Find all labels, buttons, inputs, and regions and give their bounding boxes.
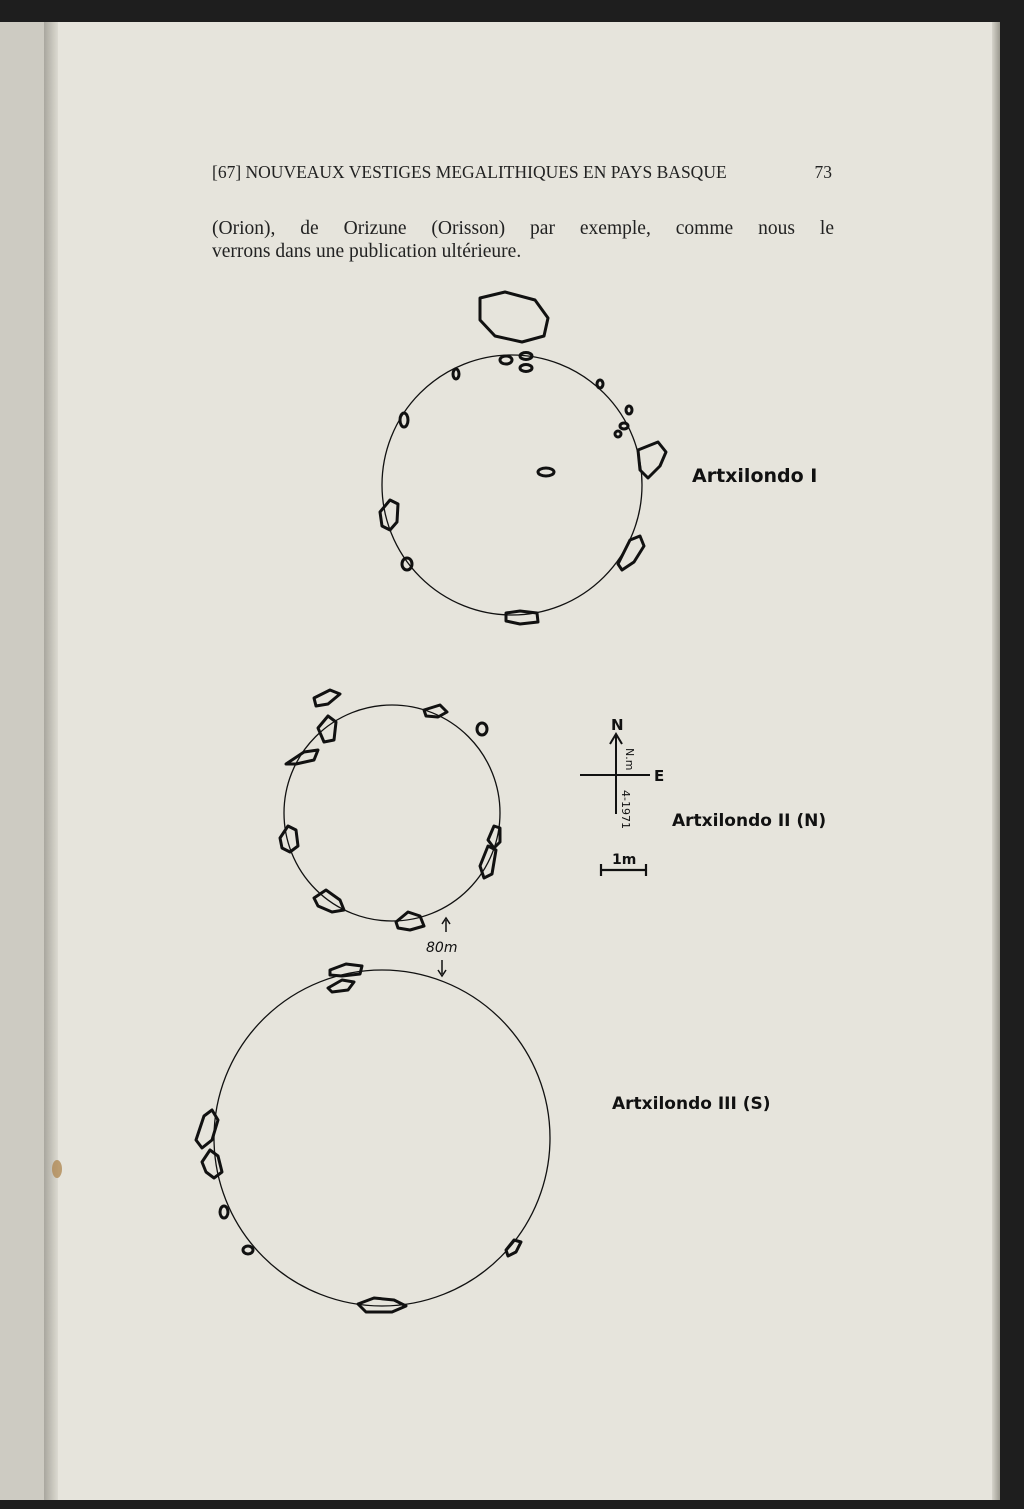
compass-date-note: 4-1971 (619, 790, 632, 829)
running-title: [67] NOUVEAUX VESTIGES MEGALITHIQUES EN PAYS BASQUE (212, 162, 727, 182)
circle-artxilondo-2 (280, 690, 500, 930)
stone (286, 750, 318, 764)
stone (480, 292, 548, 342)
paragraph-line-1: (Orion), de Orizune (Orisson) par exemple, comme nous le (212, 218, 834, 239)
stone (638, 442, 666, 478)
stone (626, 406, 632, 414)
compass-north-label: N (611, 716, 624, 734)
stone (520, 365, 532, 372)
stone (202, 1150, 222, 1178)
stone (618, 536, 644, 570)
stone (318, 716, 336, 742)
stone (280, 826, 298, 852)
stone (538, 468, 554, 476)
stone (500, 356, 512, 364)
stone (314, 690, 340, 706)
stone (220, 1206, 228, 1218)
stone (506, 611, 538, 624)
label-artxilondo-1: Artxilondo I (692, 465, 818, 487)
stone (330, 964, 362, 976)
ring-outline (214, 970, 550, 1306)
stone (477, 723, 487, 735)
stone (615, 431, 621, 437)
page-number: 73 (814, 162, 832, 182)
scale-label: 1m (612, 852, 637, 868)
label-artxilondo-3: Artxilondo III (S) (612, 1094, 771, 1114)
stone (243, 1246, 253, 1254)
stone (506, 1240, 521, 1256)
stone (620, 423, 628, 429)
circle-artxilondo-1 (380, 292, 666, 624)
stone (328, 980, 354, 992)
distance-label: 80m (426, 940, 458, 956)
circle-artxilondo-3 (196, 964, 550, 1312)
label-artxilondo-2: Artxilondo II (N) (672, 811, 827, 831)
stone (400, 413, 408, 427)
ring-outline (284, 705, 500, 921)
stone (453, 369, 459, 379)
stone (597, 380, 603, 388)
compass-east-label: E (654, 767, 665, 785)
paragraph-line-2: verrons dans une publication ultérieure. (212, 241, 522, 262)
stone (402, 558, 412, 570)
magnetic-north-note: N.m (623, 748, 636, 771)
ring-outline (382, 355, 642, 615)
north-arrow (580, 734, 650, 814)
